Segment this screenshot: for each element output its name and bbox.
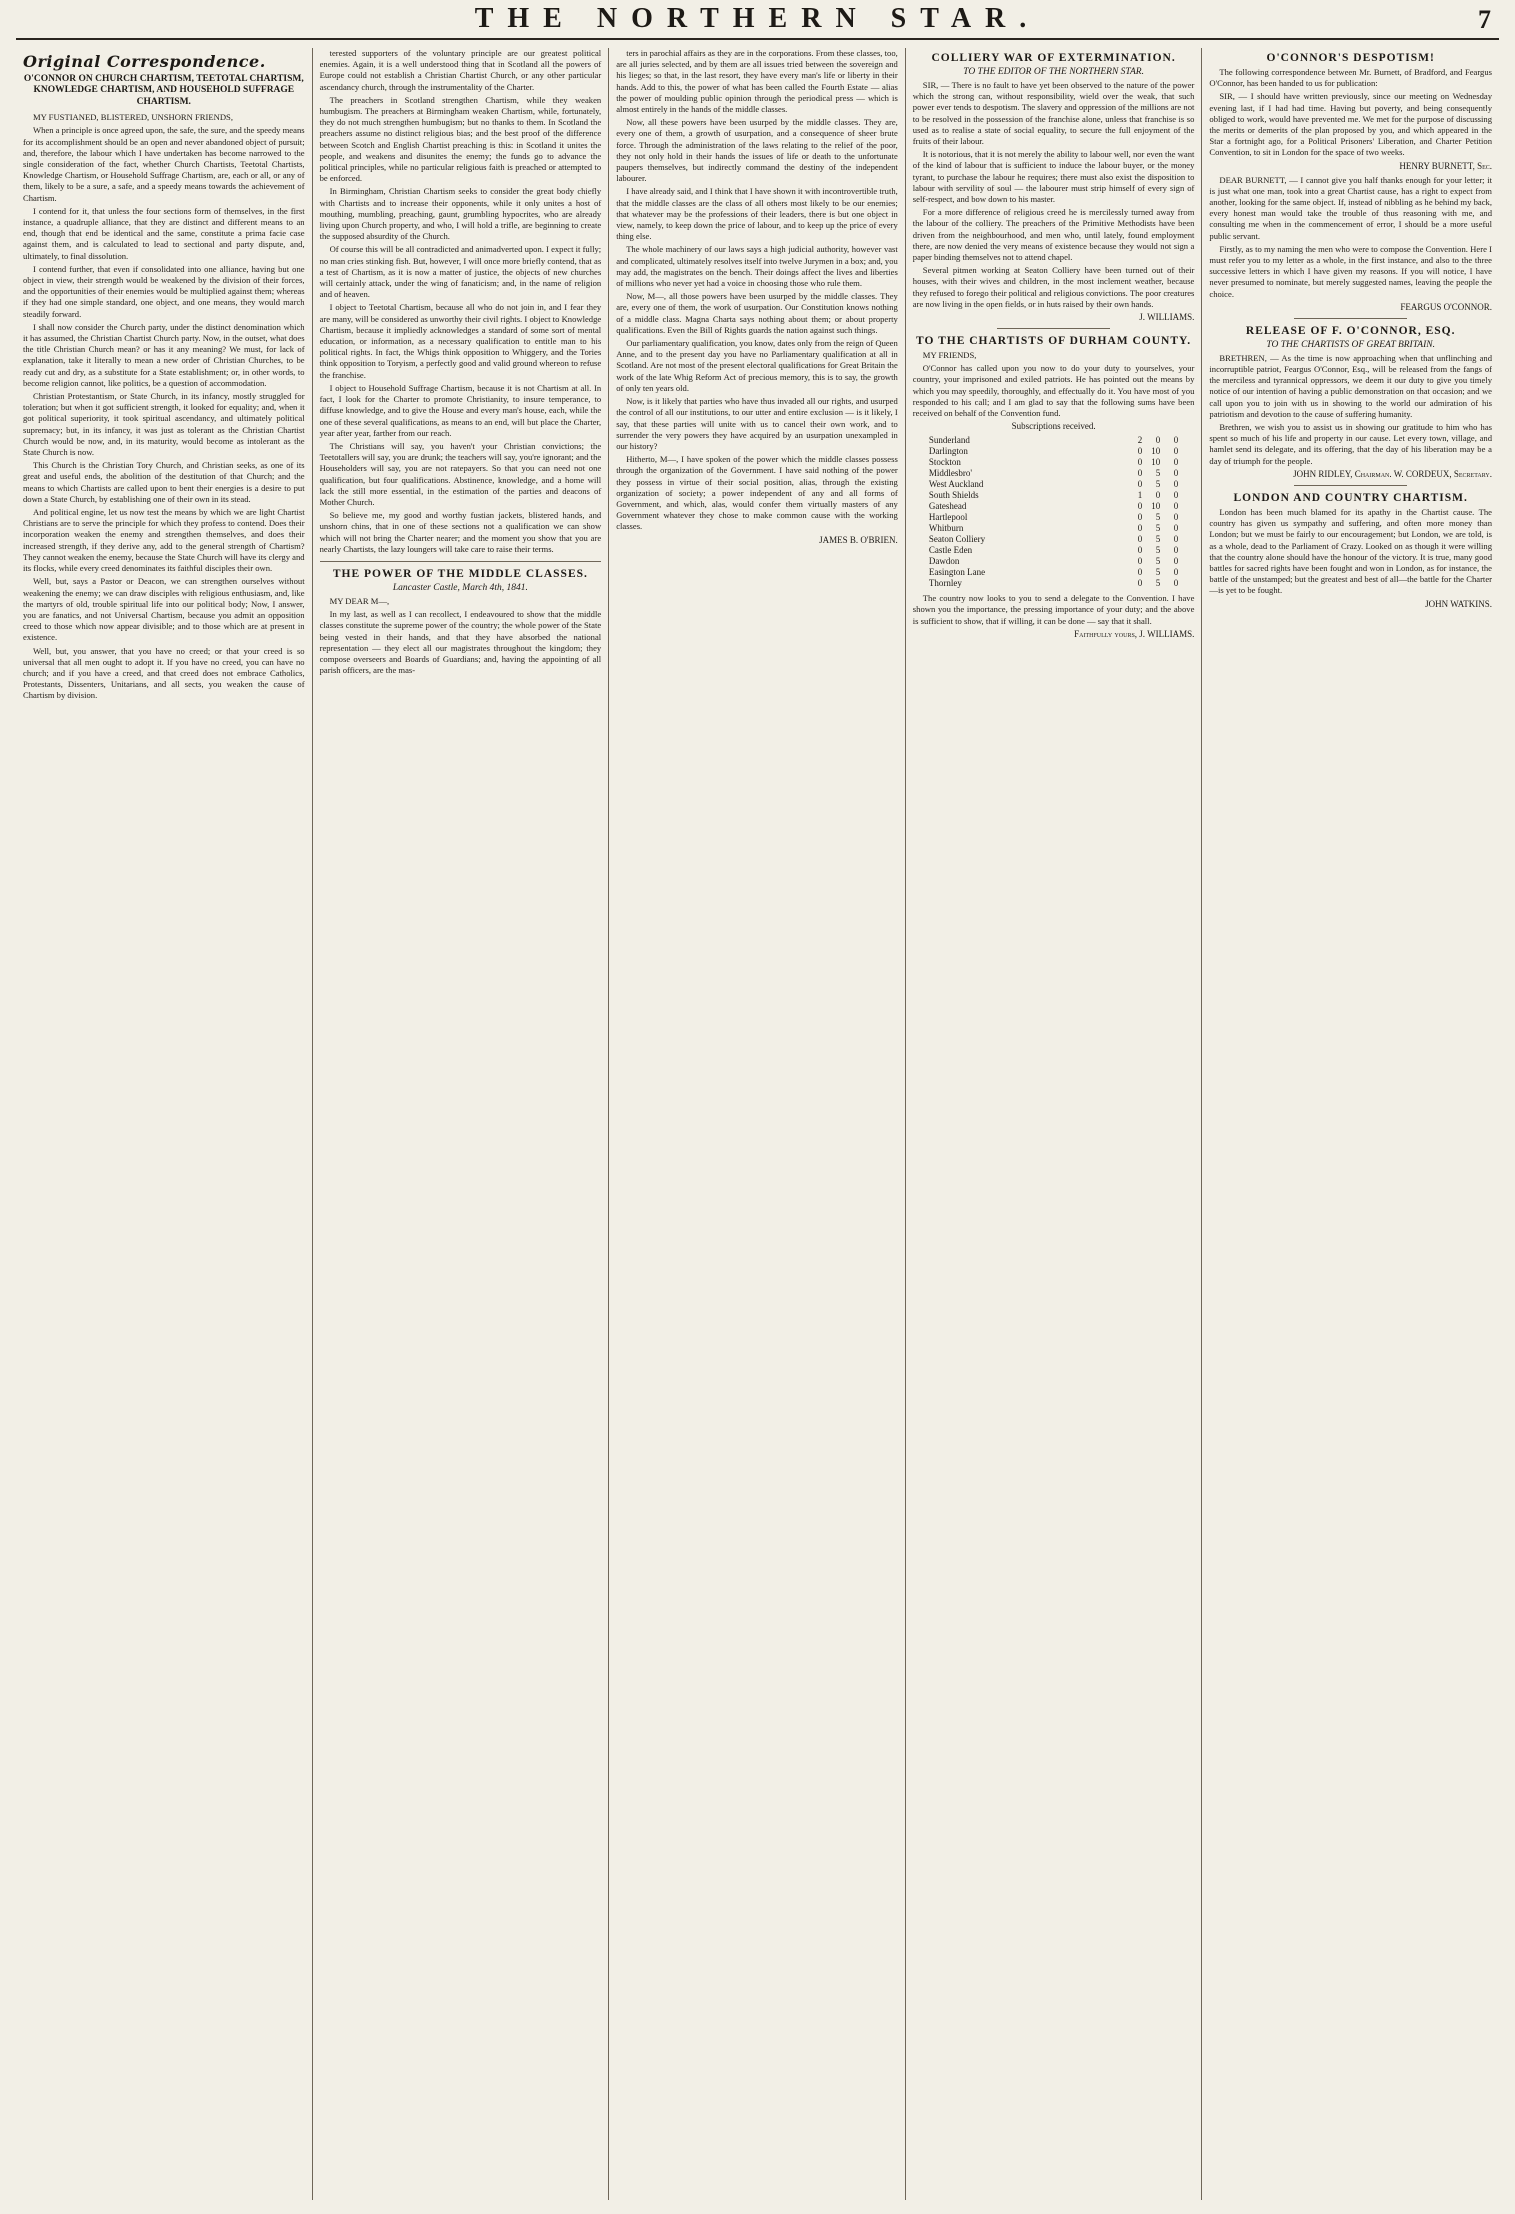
paragraph: I shall now consider the Church party, under the distinct denomination which it has assumed, the Christian Chartist Church party. Now, in the outset, what does the title Christian Church mean? or has it any meaning? We must, for lack of explanation, take it literally to mean a new order of Christian Churches, to be ready cut and dry, as a substitute for a State establishment; or, in other words, to become religion cannot, like politics, be a question of accommodation.	[23, 321, 305, 388]
subscription-shillings: 5	[1155, 556, 1161, 567]
subscription-row	[927, 567, 1180, 578]
subscription-row	[927, 534, 1180, 545]
subscription-pounds: 0	[1137, 501, 1143, 512]
paragraph: I have already said, and I think that I have shown it with incontrovertible truth, that the middle classes are the class of all others most likely to be our enemies; that whatever may be the professions of their leaders, there is but one object in view, namely, to keep down the price of labour, and to keep up the price of every thing else.	[616, 186, 898, 242]
subscription-place: Hartlepool	[928, 512, 968, 523]
subscription-pence: 0	[1173, 479, 1179, 490]
salutation: MY DEAR M—,	[329, 595, 390, 606]
paragraph: It is notorious, that it is not merely the ability to labour well, nor even the want of the kind of labour that is sufficient to induce the labour buyer, or the money tyrant, to purchase the labour he requires; there must also exist the disposition to labour with servility of soul — the labourer must strip himself of every sign of self-respect, and bow down to his master.	[912, 149, 1195, 205]
article-heading: THE POWER OF THE MIDDLE CLASSES.	[332, 567, 588, 580]
subscription-row	[927, 446, 1180, 457]
subscription-place: Stockton	[928, 457, 961, 468]
subscription-pounds: 0	[1137, 545, 1143, 556]
subscription-pounds: 0	[1137, 523, 1143, 534]
paragraph: terested supporters of the voluntary principle are our greatest political enemies. Again, it is a well understood thing that in Scotland all the powers of Europe could not establish a Christian Chartist Church, or any other particular ascendancy church, through the instrumentality of the Charter.	[319, 48, 602, 92]
article-heading: COLLIERY WAR OF EXTERMINATION.	[931, 52, 1176, 64]
paragraph: O'Connor has called upon you now to do your duty to yourselves, your country, your imprisoned and exiled patriots. He has pointed out the means by which you may speedily, thoroughly, and effectually do it. You have most of you responded to his call; and I am glad to say that the following sums have been received on behalf of the Convention fund.	[912, 363, 1195, 419]
paragraph: BRETHREN, — As the time is now approaching when that unflinching and incorruptible patriot, Feargus O'Connor, Esq., will be released from the fangs of the merciless and tyrannical oppressors, we deem it our duty to give you timely notice of our intention of having a public demonstration on that occasion; and we call upon you to join with us in showing to the world our admiration of his patriotism and devotion to the cause of suffering humanity.	[1209, 352, 1492, 419]
paragraph: SIR, — I should have written previously, since our meeting on Wednesday evening last, if I had had time. Having but poverty, and being consequently obliged to work, would have prevented me. We met for the purpose of discussing the merits or demerits of the plan proposed by you, and which appeared in the Star a fortnight ago, for a Political Prisoners' Liberation, and Charter Petition Convention, to sit in London for the space of two weeks.	[1209, 91, 1492, 158]
subscription-row	[927, 479, 1180, 490]
column-3	[609, 48, 906, 2200]
subscription-row	[927, 523, 1180, 534]
subscription-place: Dawdon	[928, 556, 960, 567]
subscription-pounds: 1	[1137, 490, 1143, 501]
subscription-place: Easington Lane	[928, 567, 986, 578]
subscription-pounds: 0	[1137, 457, 1143, 468]
subscription-shillings: 10	[1151, 457, 1161, 468]
page-number: 7	[1478, 5, 1491, 34]
paragraph: The following correspondence between Mr. Burnett, of Bradford, and Feargus O'Connor, has been handed to us for publication:	[1209, 67, 1492, 89]
subscription-place: Whitburn	[928, 523, 964, 534]
subscription-row	[927, 578, 1180, 589]
subscription-row	[927, 468, 1180, 479]
paragraph: Hitherto, M—, I have spoken of the power which the middle classes possess through the organization of the Government. I have said nothing of the power they possess in virtue of their social position, alias, through the existing organization of society; a power independent of any and all forms of Government, and which, alas, would confer them virtually masters of any Government whatever they chose to make common cause with the working classes.	[616, 454, 898, 532]
paragraph: In Birmingham, Christian Chartism seeks to consider the great body chiefly with Chartists and to increase their opponents, while it only unites a host of mouthing, mumbling, preaching, gaunt, grumbling hypocrites, who are already living upon Church property, and who, I will hold a trifle, are beginning to create the supposed absurdity of the Church.	[319, 186, 602, 242]
subscription-place: Seaton Colliery	[928, 534, 986, 545]
signature: JOHN RIDLEY, Chairman. W. CORDEUX, Secretary.	[1293, 468, 1492, 479]
divider	[1294, 485, 1407, 486]
signature: JOHN WATKINS.	[1425, 598, 1492, 609]
subscription-place: West Auckland	[928, 479, 984, 490]
subscription-pence: 0	[1173, 512, 1179, 523]
subscription-pence: 0	[1173, 457, 1179, 468]
subscription-pounds: 0	[1137, 567, 1143, 578]
paragraph: Christian Protestantism, or State Church, in its infancy, mostly struggled for toleration; but when it got sufficient strength, it looked for equality; and, when it got political superiority, it took spiritual ascendancy, and ultimately political supremacy; but, in its infancy, it was just as tolerant as the Christian Chartist Church would be now, and, in its maturity, would become as intolerant as the State Church is now.	[23, 391, 305, 458]
subscription-pence: 0	[1173, 446, 1179, 457]
paragraph: The Christians will say, you haven't your Christian convictions; the Teetotallers will say, you are drunk; the teachers will say, you're ignorant; and the Householders will say, you are not ratepayers. So that you can need not one qualification, but four qualifications. Abstinence, knowledge, and a home will lack the still more essential, in the estimation of the parties and deacons of Mother Church.	[319, 440, 602, 507]
subscription-row	[927, 457, 1180, 468]
article-heading: RELEASE OF F. O'CONNOR, ESQ.	[1245, 324, 1456, 337]
paragraph: I object to Teetotal Chartism, because all who do not join in, and I fear they are many, will be considered as unworthy their civil rights. I object to Knowledge Chartism, because it impliedly acknowledges a standard of some sort of mental education, or information, as a necessary qualification to entitle man to his political rights. In fact, the Whigs think opposition to Whiggery, and the Tories think opposition to Toryism, a perfectly good and valid ground whereon to refuse the franchise.	[319, 302, 602, 380]
paragraph: Firstly, as to my naming the men who were to compose the Convention. Here I must refer you to my letter as a whole, in the first instance, and also to the three successive letters in which I have given my reasons. If you will notice, I have never presumed to nominate, but merely suggested names, leaving the people the choice.	[1209, 243, 1492, 299]
masthead	[16, 0, 1499, 40]
subscriptions-table	[927, 435, 1180, 589]
subscription-pounds: 0	[1137, 512, 1143, 523]
paragraph: Brethren, we wish you to assist us in showing our gratitude to him who has spent so much of his life and property in our cause. Let every town, village, and hamlet send its delegate, and its offering, that the day of his liberation may be a day of triumph for the people.	[1209, 422, 1492, 466]
paragraph: And political engine, let us now test the means by which we are light Chartist Christians are to serve the principle for which they profess to contend. Does their incorporation weaken the enemy and strengthen themselves, and does their increased strength, if they derive any, add to the general strength of Chartism? They cannot weaken the enemy, because the State Church will have its clergy and its flocks, while every creed denominates its faithful disciples their own.	[23, 507, 305, 574]
signature: J. WILLIAMS.	[1139, 312, 1195, 323]
subscription-pence: 0	[1173, 578, 1179, 589]
paragraph: The preachers in Scotland strengthen Chartism, while they weaken humbugism. The preachers at Birmingham weaken Chartism, while, fortunately, they do not much strengthen humbugism; but no thanks to them. In Scotland the preachers assume no distinct religious bias; and the best proof of the difference between Scotch and English Chartist preaching is this: in Scotland it unites the people, and weakens and disunites the enemy; the funds go to advance the political principles, while no particular religious faith is preached or attempted to be enforced.	[319, 94, 602, 184]
subscription-row	[927, 556, 1180, 567]
paragraph: DEAR BURNETT, — I cannot give you half thanks enough for your letter; it is just what one man, took into a great Chartist cause, has a right to expect from another, looking for the same object. If, instead of nibbling as he behind my back, every honest man would take the trouble of thus reasoning with me, and consulting me when in the commencement of error, I should be a more useful public servant.	[1209, 174, 1492, 241]
paragraph: I object to Household Suffrage Chartism, because it is not Chartism at all. In fact, I look for the Charter to promote Christianity, to insure temperance, to diffuse knowledge, and to give the House and every man's house, each, while the one of these several qualifications, as means to an end, will but place the Charter, year after year, farther from our reach.	[319, 382, 602, 438]
paragraph: Our parliamentary qualification, you know, dates only from the reign of Queen Anne, and to the present day you have no Parliamentary qualification at all in Scotland. Are not most of the present electoral qualifications for Great Britain the work of the late Whig Reform Act of precious memory, this is to say, the growth of only ten years old.	[616, 338, 898, 393]
subscriptions-title: Subscriptions received.	[1011, 421, 1096, 432]
subscription-pence: 0	[1173, 545, 1179, 556]
subscription-place: Middlesbro'	[928, 468, 972, 479]
subscription-pounds: 0	[1137, 446, 1143, 457]
paragraph: This Church is the Christian Tory Church, and Christian seeks, as one of its great and useful ends, the abolition of the destitution of that Church; and the means to which Chartists are called upon to bent their energies is a desire to put down a State Church, by establishing one of their own in its stead.	[23, 460, 305, 504]
subscription-pence: 0	[1173, 490, 1179, 501]
signature: JAMES B. O'BRIEN.	[819, 534, 898, 545]
paragraph: SIR, — There is no fault to have yet been observed to the nature of the power which the strong can, without responsibility, wield over the weak, that such power ever tends to despotism. The slavery and oppression of the millions are not to be resolved in the possession of the franchise alone, unless that franchise is so used as to realise a state of social equality, to secure the full enjoyment of the fruits of their labour.	[912, 80, 1195, 147]
subscription-shillings: 5	[1155, 534, 1161, 545]
column-1	[16, 48, 313, 2200]
column-2	[313, 48, 610, 2200]
paragraph: Of course this will be all contradicted and animadverted upon. I expect it fully; no man cries stinking fish. But, however, I will once more briefly contend, that as a test of Chartism, as it is now a matter of justice, the objects of new churches will certainly attack, under the wing of fanaticism; and, in the name of religion and of heaven.	[319, 244, 602, 300]
column-4	[906, 48, 1203, 2200]
article-heading: O'CONNOR'S DESPOTISM!	[1266, 52, 1435, 64]
subscription-shillings: 0	[1155, 435, 1161, 446]
divider	[320, 561, 602, 562]
paragraph: London has been much blamed for its apathy in the Chartist cause. The country has given us sympathy and suffering, and often more money than London; but we must be fairly to our encouragement; but London, we are told, is as a whole, dead to the Parliament of Crazy. Looked on as though it were willing that the country alone should have the honour of the victory. It is true, many good battles for sacred rights have been fought and won in London, as for instance, the battle of the unstamped; but the greatest and best of all—the battle for the Charter—is yet to be fought.	[1209, 506, 1492, 596]
subscription-shillings: 5	[1155, 512, 1161, 523]
subscription-pounds: 0	[1137, 534, 1143, 545]
article-subheading: TO THE EDITOR OF THE NORTHERN STAR.	[963, 67, 1144, 77]
subscription-place: Thornley	[928, 578, 962, 589]
article-heading: O'CONNOR ON CHURCH CHARTISM, TEETOTAL CHARTISM, KNOWLEDGE CHARTISM, AND HOUSEHOLD SUFFRAGE CHARTISM.	[23, 74, 304, 107]
signature: FEARGUS O'CONNOR.	[1400, 301, 1492, 312]
article-heading: LONDON AND COUNTRY CHARTISM.	[1233, 491, 1468, 504]
subscription-row	[927, 501, 1180, 512]
subscription-shillings: 0	[1155, 490, 1161, 501]
salutation: MY FRIENDS,	[922, 350, 977, 361]
subscription-pence: 0	[1173, 501, 1179, 512]
subscription-shillings: 5	[1155, 468, 1161, 479]
subscription-shillings: 10	[1151, 501, 1161, 512]
paragraph: The country now looks to you to send a delegate to the Convention. I have shown you the importance, the pressing importance of your duty; and the above is sufficient to show, that if willing, it can be done — say that it shall.	[912, 593, 1195, 626]
subscription-pounds: 2	[1137, 435, 1143, 446]
divider	[997, 328, 1110, 329]
paragraph: Now, is it likely that parties who have thus invaded all our rights, and usurped the control of all our institutions, to our utter and entire exclusion — is it likely, I say, that these parties will unite with us to cancel their own work, and to surrender the very powers they have acquired by an usurpation unexampled in our history?	[616, 396, 898, 451]
subscription-pence: 0	[1173, 556, 1179, 567]
subscription-shillings: 5	[1155, 578, 1161, 589]
subscription-shillings: 5	[1155, 567, 1161, 578]
paragraph: When a principle is once agreed upon, the safe, the sure, and the speedy means for its accomplishment should be an open and never abandoned object of pursuit; and, therefore, the labour which I have undertaken has become narrowed to the single consideration of the fact, whether Church Chartists, Teetotal Chartists, Knowledge Chartism, or Household Suffrage Chartism, are, each or all, or any of them, likely to be a sure, a safe, and a speedy means towards the achievement of Chartism.	[23, 125, 305, 203]
subscription-pounds: 0	[1137, 556, 1143, 567]
subscription-place: South Shields	[928, 490, 979, 501]
subscription-row	[927, 435, 1180, 446]
subscription-place: Gateshead	[928, 501, 967, 512]
paragraph: For a more difference of religious creed he is mercilessly turned away from the labour of the colliery. The preachers of the Primitive Methodists have been driven from the neighbourhood, and men who, until lately, found employment there, are now denied the very means of existence because they would not sign a paper binding themselves not to attend chapel.	[912, 207, 1195, 263]
signature: Faithfully yours, J. WILLIAMS.	[1074, 628, 1195, 639]
subscription-shillings: 5	[1155, 545, 1161, 556]
subscription-pounds: 0	[1137, 578, 1143, 589]
article-subheading: TO THE CHARTISTS OF GREAT BRITAIN.	[1266, 339, 1435, 350]
subscription-shillings: 10	[1151, 446, 1161, 457]
paragraph: So believe me, my good and worthy fustian jackets, blistered hands, and unshorn chins, that in one of these sections not a qualification we can show which will not bring the Charter nearer; and the moment you show that you are nearly Chartists, the lazy loungers will take care to raise their terms.	[319, 510, 602, 554]
columns	[16, 48, 1499, 2200]
newspaper-title: THE NORTHERN STAR.	[474, 3, 1041, 34]
subscription-pence: 0	[1173, 567, 1179, 578]
subscription-row	[927, 545, 1180, 556]
subscription-pence: 0	[1173, 468, 1179, 479]
subscription-pence: 0	[1173, 435, 1179, 446]
column-5	[1202, 48, 1499, 2200]
paragraph: ters in parochial affairs as they are in the corporations. From these classes, too, are all juries selected, and by them are all issues tried between the sovereign and his lieges; so that, in the last resort, they have every man's life or liberty in their hands. Add to this, the power of what has been called the Fourth Estate — alias the power of moulding public opinion through the periodical press — which is almost entirely in the hands of the middle classes.	[616, 48, 898, 115]
paragraph: Several pitmen working at Seaton Colliery have been turned out of their houses, with their wives and children, in the most inclement weather, because they refused to forego their political and religious convictions. The poor creatures are now living in the open fields, or in huts raised by their own hands.	[912, 265, 1195, 309]
paragraph: I contend further, that even if consolidated into one alliance, having but one object in view, their strength would be weakened by the division of their forces, and the opportunities of their enemies would be multiplied against them; whereas if they had one simple standard, one object, and one means, they would march steadily forward.	[23, 263, 305, 319]
paragraph: Well, but, you answer, that you have no creed; or that your creed is so universal that all men ought to adopt it. If you have no creed, you can have no church; and if you have a creed, and that creed does not embrace Catholics, Protestants, Dissenters, Unitarians, and all sects, you weaken the cause of Chartism by division.	[23, 645, 305, 701]
subscription-row	[927, 512, 1180, 523]
paragraph: In my last, as well as I can recollect, I endeavoured to show that the middle classes constitute the supreme power of the country; the whole power of the State being vested in their hands, and that they have absorbed the national representation — they elect all our magistrates throughout the kingdom; they compose overseers and Boards of Guardians; and, having the appointing of all parish officers, are the mas-	[319, 609, 602, 676]
paragraph: Now, M—, all those powers have been usurped by the middle classes. They are, every one of them, the work of usurpation. Our Constitution knows nothing of a middle class. Magna Charta says nothing about them; or about property qualifications. Even the Bill of Rights guards the nation against such things.	[616, 291, 898, 335]
salutation: MY FUSTIANED, BLISTERED, UNSHORN FRIENDS,	[33, 112, 233, 123]
signature: HENRY BURNETT, Sec.	[1399, 160, 1492, 171]
subscription-pounds: 0	[1137, 468, 1143, 479]
dateline: Lancaster Castle, March 4th, 1841.	[392, 582, 528, 593]
subscription-place: Sunderland	[928, 435, 970, 446]
subscription-pence: 0	[1173, 523, 1179, 534]
subscription-pence: 0	[1173, 534, 1179, 545]
paragraph: Now, all these powers have been usurped by the middle classes. They are, every one of them, a growth of usurpation, and a consequence of sheer brute force. Through the administration of the laws relating to the relief of the poor, they not only hold in their hands the issues of life or death to the unfortunate paupers themselves, but indirectly command the destiny of the independent labourer.	[616, 117, 898, 184]
paragraph: Well, but, says a Pastor or Deacon, we can strengthen ourselves without weakening the enemy; we can draw disciples with religious enthusiasm, and, like the martyrs of old, trouble spiritual life into our political body; Now, I answer, you are fanatics, and not Universal Chartism, because you admit an opposition creed to those which now appear divisible; and to those which are at present in existence.	[23, 576, 305, 643]
subscription-shillings: 5	[1155, 523, 1161, 534]
section-title: Original Correspondence.	[23, 52, 266, 71]
article-heading: TO THE CHARTISTS OF DURHAM COUNTY.	[916, 335, 1192, 348]
subscription-shillings: 5	[1155, 479, 1161, 490]
subscription-row	[927, 490, 1180, 501]
paragraph: The whole machinery of our laws says a high judicial authority, however vast and complicated, ultimately resolves itself into twelve Jurymen in a box; and, you may add, the magistrates on the bench. Their doings affect the lives and liberties of millions who never yet had a voice in choosing those who rule them.	[616, 244, 898, 289]
subscription-place: Darlington	[928, 446, 968, 457]
paragraph: I contend for it, that unless the four sections form of themselves, in the first instance, a quadruple alliance, that they are distinct and different means to an end, though that end be identical and the same, constitute a prima facie case against them, and is calculated to lead to sectional and party dispute, and, ultimately, to final dissolution.	[23, 205, 305, 261]
subscription-place: Castle Eden	[928, 545, 973, 556]
subscription-pounds: 0	[1137, 479, 1143, 490]
divider	[1294, 318, 1407, 319]
